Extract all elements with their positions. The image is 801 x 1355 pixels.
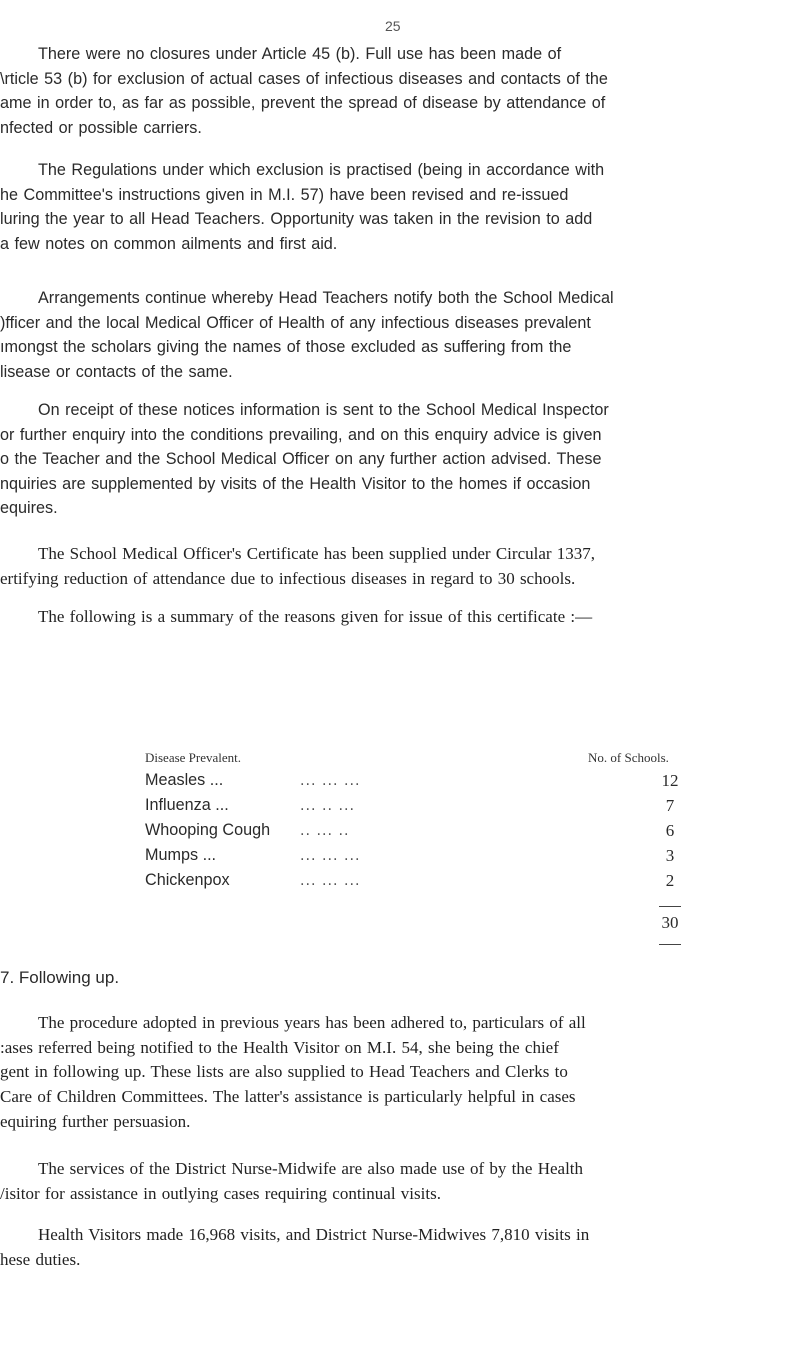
leader-dots: ... ... ... [300, 846, 361, 864]
text-line: Arrangements continue whereby Head Teachers notify both the School Medical [38, 289, 614, 307]
text-line: ame in order to, as far as possible, prevent the spread of disease by attendance of [0, 94, 606, 112]
text-line: hese duties. [0, 1249, 81, 1269]
table-row [0, 771, 801, 795]
disease-name: Influenza ... [145, 796, 229, 814]
text-line: lisease or contacts of the same. [0, 362, 233, 381]
school-count: 6 [665, 821, 675, 840]
text-line: Health Visitors made 16,968 visits, and District Nurse-Midwives 7,810 visits in [38, 1225, 590, 1244]
text-line: he Committee's instructions given in M.I. 57) have been revised and re-issued [0, 185, 569, 204]
total-rule-bottom [659, 944, 681, 945]
text-line: /isitor for assistance in outlying cases requiring continual visits. [0, 1183, 441, 1203]
paragraph-procedure [0, 1011, 790, 1135]
section-heading: 7. Following up. [0, 968, 120, 987]
page-number: 25 [385, 18, 401, 34]
text-line: o the Teacher and the School Medical Officer on any further action advised. These [0, 450, 602, 468]
disease-name: Mumps ... [145, 846, 217, 864]
text-line: \rticle 53 (b) for exclusion of actual cases of infectious diseases and contacts of the [0, 69, 608, 88]
text-line: The following is a summary of the reasons given for issue of this certificate :— [38, 607, 593, 626]
paragraph-receipt [0, 398, 790, 521]
total-count: 30 [661, 913, 679, 932]
leader-dots: ... .. ... [300, 796, 355, 814]
text-line: or further enquiry into the conditions prevailing, and on this enquiry advice is given [0, 425, 602, 444]
leader-dots: .. ... .. [300, 821, 350, 839]
text-line: There were no closures under Article 45 (b). Full use has been made of [38, 45, 562, 63]
paragraph-closures [0, 42, 790, 140]
text-line: :ases referred being notified to the Health Visitor on M.I. 54, she being the chief [0, 1037, 559, 1057]
paragraph-regulations [0, 158, 790, 256]
school-count: 2 [665, 871, 675, 890]
paragraph-certificate [0, 542, 790, 591]
table-row [0, 871, 801, 895]
text-line: On receipt of these notices information is sent to the School Medical Inspector [38, 401, 609, 419]
school-count: 12 [661, 771, 679, 790]
text-line: nquiries are supplemented by visits of the Health Visitor to the homes if occasion [0, 474, 591, 493]
paragraph-visits [0, 1223, 790, 1272]
column-header-disease: Disease Prevalent. [145, 750, 242, 765]
paragraph-nurse-midwife [0, 1157, 790, 1206]
table-row [0, 821, 801, 845]
text-line: ımongst the scholars giving the names of those excluded as suffering from the [0, 338, 572, 356]
text-line: The Regulations under which exclusion is practised (being in accordance with [38, 161, 605, 179]
leader-dots: ... ... ... [300, 871, 361, 889]
text-line: luring the year to all Head Teachers. Opportunity was taken in the revision to add [0, 210, 593, 228]
paragraph-summary-intro [0, 605, 790, 630]
text-line: equires. [0, 499, 58, 517]
disease-name: Chickenpox [145, 871, 230, 889]
school-count: 7 [665, 796, 675, 815]
text-line: The procedure adopted in previous years has been adhered to, particulars of all [38, 1013, 586, 1032]
school-count: 3 [665, 846, 675, 865]
text-line: The School Medical Officer's Certificate has been supplied under Circular 1337, [38, 544, 596, 563]
disease-name: Measles ... [145, 771, 224, 789]
text-line: The services of the District Nurse-Midwife are also made use of by the Health [38, 1159, 584, 1178]
text-line: )fficer and the local Medical Officer of Health of any infectious diseases prevalent [0, 313, 591, 332]
text-line: ertifying reduction of attendance due to infectious diseases in regard to 30 schools. [0, 568, 576, 588]
text-line: nfected or possible carriers. [0, 118, 202, 137]
column-header-schools: No. of Schools. [588, 750, 669, 765]
table-row [0, 796, 801, 820]
disease-name: Whooping Cough [145, 821, 271, 839]
paragraph-arrangements [0, 286, 790, 384]
total-rule-top [659, 906, 681, 907]
text-line: a few notes on common ailments and first aid. [0, 234, 338, 253]
text-line: Care of Children Committees. The latter's assistance is particularly helpful in cases [0, 1087, 576, 1107]
text-line: gent in following up. These lists are also supplied to Head Teachers and Clerks to [0, 1062, 568, 1082]
text-line: equiring further persuasion. [0, 1111, 191, 1131]
table-row [0, 846, 801, 870]
leader-dots: ... ... ... [300, 771, 361, 789]
